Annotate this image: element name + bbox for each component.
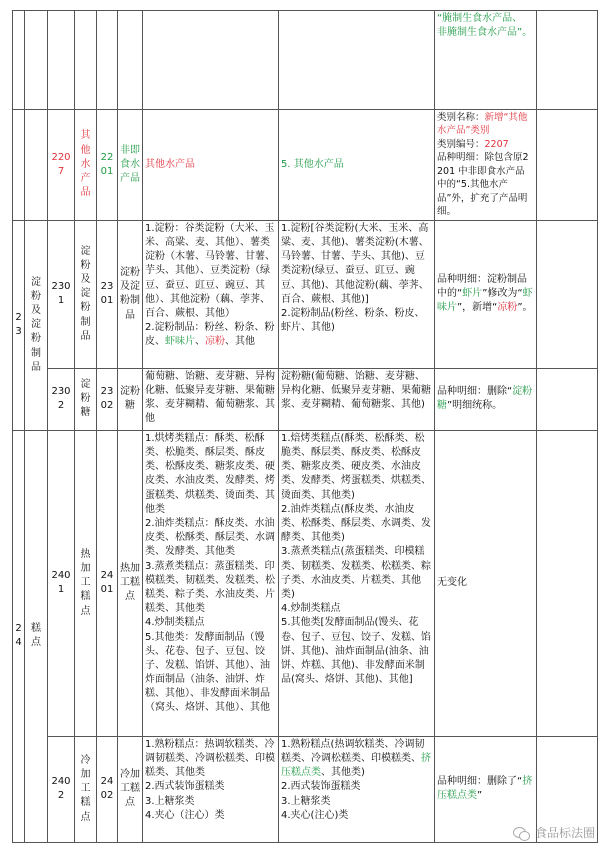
- table-row: [13, 220, 598, 368]
- detail-new: 1.淀粉[谷类淀粉(大米、玉米、高粱、麦、其他)、薯类淀粉(木薯、马铃薯、甘薯、芋头、其他)、豆类淀粉(绿豆、蚕豆、豇豆、豌豆、其他)、其他淀粉(藕、荸荠、百合、蕨根、其他)] 2.淀粉制品(粉丝、粉条、粉皮、虾片、其他): [279, 220, 435, 368]
- food-category-comparison-table: [12, 10, 598, 843]
- category-code-new: 2302: [48, 368, 75, 430]
- category-name-old: 淀粉糖: [118, 368, 143, 430]
- detail-new: 淀粉糖(葡萄糖、饴糖、麦芽糖、异构化糖、低聚异麦芽糖、果葡糖浆、麦芽糊精、葡萄糖浆、其他): [279, 368, 435, 430]
- category-code-new: 2402: [48, 736, 75, 842]
- table-row: [13, 430, 598, 736]
- table-row: [13, 368, 598, 430]
- group-number: 24: [13, 430, 25, 842]
- detail-old: 1.熟粉糕点：热调软糕类、冷调韧糕类、冷调松糕类、印模糕类、其他类 2.西式装饰蛋糕类 3.上糖浆类 4.夹心（注心）类: [143, 736, 279, 842]
- detail-old: 葡萄糖、饴糖、麦芽糖、异构化糖、低聚异麦芽糖、果葡糖浆、麦芽糊精、葡萄糖浆、其他: [143, 368, 279, 430]
- watermark: [513, 824, 595, 841]
- table-row: [13, 736, 598, 842]
- category-code-old: 2402: [97, 736, 118, 842]
- change-note: 品种明细：淀粉制品中的“虾片”修改为“虾味片”，新增“凉粉”。: [435, 220, 537, 368]
- category-name-new: 其他水产品: [75, 110, 97, 221]
- change-note: 品种明细：删除了“挤压糕点类”: [435, 736, 537, 842]
- watermark-text: 食品标法圈: [534, 826, 595, 840]
- category-name-old: 淀粉及淀粉制品: [118, 220, 143, 368]
- category-name-new: 冷加工糕点: [75, 736, 97, 842]
- group-name: 淀粉及淀粉制品: [25, 220, 48, 430]
- category-code-new: 2301: [48, 220, 75, 368]
- table-row: [13, 110, 598, 221]
- category-name-old: 非即食水产品: [118, 110, 143, 221]
- change-note: “腌制生食水产品、 非腌制生食水产品”。: [435, 11, 537, 110]
- change-note: 无变化: [435, 430, 537, 736]
- group-number: 23: [13, 220, 25, 430]
- detail-old: 1.烘烤类糕点：酥类、松酥类、松脆类、酥层类、酥皮类、松酥皮类、糖浆皮类、硬皮类、水油皮类、发酵类、烤蛋糕类、烘糕类、烫面类、其他类 2.油炸类糕点：酥皮类、水油皮类、松酥类、酥层类、水调类、发酵类、其他类 3.蒸煮类糕点：蒸蛋糕类、印模糕类、韧糕类、发糕类、松糕类、粽子类、水油皮类、片糕类、其他类 4.炒制类糕点 5.其他类：发酵面制品（馒头、花卷、包子、豆包、饺子、发糕、馅饼、其他）、油炸面制品（油条、油饼、炸糕、其他）、非发酵面米制品（窝头、烙饼、其他）、其他: [143, 430, 279, 736]
- category-code-new: 2207: [48, 110, 75, 221]
- category-name-new: 淀粉及淀粉制品: [75, 220, 97, 368]
- detail-new: 5. 其他水产品: [279, 110, 435, 221]
- change-note: 品种明细：删除“淀粉糖”明细统称。: [435, 368, 537, 430]
- category-code-old: 2201: [97, 110, 118, 221]
- category-code-old: 2401: [97, 430, 118, 736]
- category-name-old: 冷加工糕点: [118, 736, 143, 842]
- category-name-new: 热加工糕点: [75, 430, 97, 736]
- category-code-new: 2401: [48, 430, 75, 736]
- detail-old: 1.淀粉：谷类淀粉（大米、玉米、高粱、麦、其他）、薯类淀粉（木薯、马铃薯、甘薯、芋头、其他）、豆类淀粉（绿豆、蚕豆、豇豆、豌豆、其他）、其他淀粉（藕、荸荠、百合、蕨根、其他） 2.淀粉制品：粉丝、粉条、粉皮、虾味片、凉粉、其他: [143, 220, 279, 368]
- detail-new: 1.焙烤类糕点(酥类、松酥类、松脆类、酥层类、酥皮类、松酥皮类、糖浆皮类、硬皮类、水油皮类、发酵类、烤蛋糕类、烘糕类、烫面类、其他类) 2.油炸类糕点(酥皮类、水油皮类、松酥类、酥层类、水调类、发酵类、其他类) 3.蒸煮类糕点(蒸蛋糕类、印模糕类、韧糕类、发糕类、松糕类、粽子类、水油皮类、片糕类、其他类) 4.炒制类糕点 5.其他类[发酵面制品(馒头、花卷、包子、豆包、饺子、发糕、馅饼、其他)、油炸面制品(油条、油饼、炸糕、其他)、非发酵面米制品(窝头、烙饼、其他)、其他]: [279, 430, 435, 736]
- category-code-old: 2301: [97, 220, 118, 368]
- category-name-new: 淀粉糖: [75, 368, 97, 430]
- category-name-old: 热加工糕点: [118, 430, 143, 736]
- change-note: 类别名称：新增“其他水产品”类别 类别编号：2207 品种明细：除包含原2201 中非即食水产品中的“5.其他水产品”外，扩充了产品明细。: [435, 110, 537, 221]
- table-row: [13, 11, 598, 110]
- detail-new: 1.熟粉糕点(热调软糕类、冷调韧糕类、冷调松糕类、印模糕类、挤压糕点类、其他类) 2.西式装饰蛋糕类 3.上糖浆类 4.夹心(注心)类: [279, 736, 435, 842]
- wechat-icon: [513, 826, 531, 840]
- detail-old: 其他水产品: [143, 110, 279, 221]
- group-name: 糕点: [25, 430, 48, 842]
- category-code-old: 2302: [97, 368, 118, 430]
